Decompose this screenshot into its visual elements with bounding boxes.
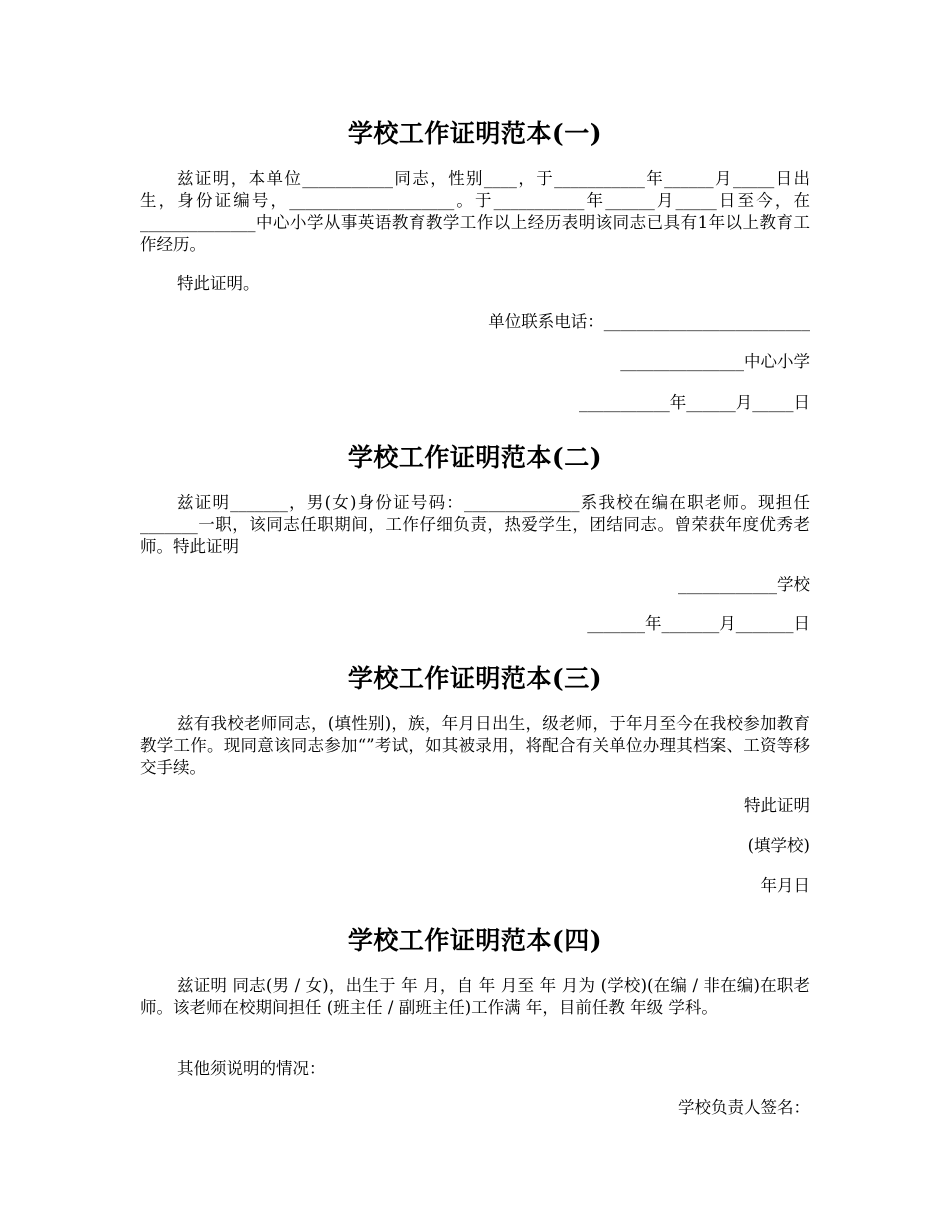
section-4-body: 兹证明 同志(男 / 女)，出生于 年 月，自 年 月至 年 月为 (学校)(在编 / 非在编)在职老师。该老师在校期间担任 (班主任 / 副班主任)工作满 年，目前任教 年级 学科。 xyxy=(140,976,810,1017)
section-1-school: _______________中心小学 xyxy=(620,352,810,371)
section-3-title: 学校工作证明范本(三) xyxy=(347,664,603,693)
section-2-title: 学校工作证明范本(二) xyxy=(347,443,603,472)
section-2-date: _______年_______月_______日 xyxy=(587,614,810,633)
document-page xyxy=(140,0,810,1230)
section-3-certify: 特此证明 xyxy=(744,796,810,815)
section-1-title: 学校工作证明范本(一) xyxy=(347,119,603,148)
section-1-certify: 特此证明。 xyxy=(177,274,260,293)
section-3-date: 年月日 xyxy=(760,876,810,895)
section-2-body: 兹证明_______，男(女)身份证号码：______________系我校在编在职老师。现担任_______一职，该同志任职期间，工作仔细负责，热爱学生，团结同志。曾荣获年度优秀老师。特此证明 xyxy=(140,493,810,556)
section-1-date: ___________年______月_____日 xyxy=(579,393,810,412)
section-1-body: 兹证明，本单位___________同志，性别____，于___________年______月_____日出生，身份证编号，____________________。于___________年______月_____日至今，在______________中心小学从事英语教育教学工作以上经历表明该同志已具有1年以上教育工作经历。 xyxy=(140,169,810,254)
section-4-title: 学校工作证明范本(四) xyxy=(347,926,603,955)
section-2-school: ____________学校 xyxy=(678,575,810,594)
section-4-other-info: 其他须说明的情况： xyxy=(177,1059,326,1078)
section-3-body: 兹有我校老师同志，(填性别)，族，年月日出生，级老师，于年月至今在我校参加教育教学工作。现同意该同志参加“”考试，如其被录用，将配合有关单位办理其档案、工资等移交手续。 xyxy=(140,714,810,777)
section-4-signature: 学校负责人签名： xyxy=(678,1098,810,1117)
section-3-school: (填学校) xyxy=(747,836,810,855)
section-1-phone: 单位联系电话：_________________________ xyxy=(488,312,810,331)
